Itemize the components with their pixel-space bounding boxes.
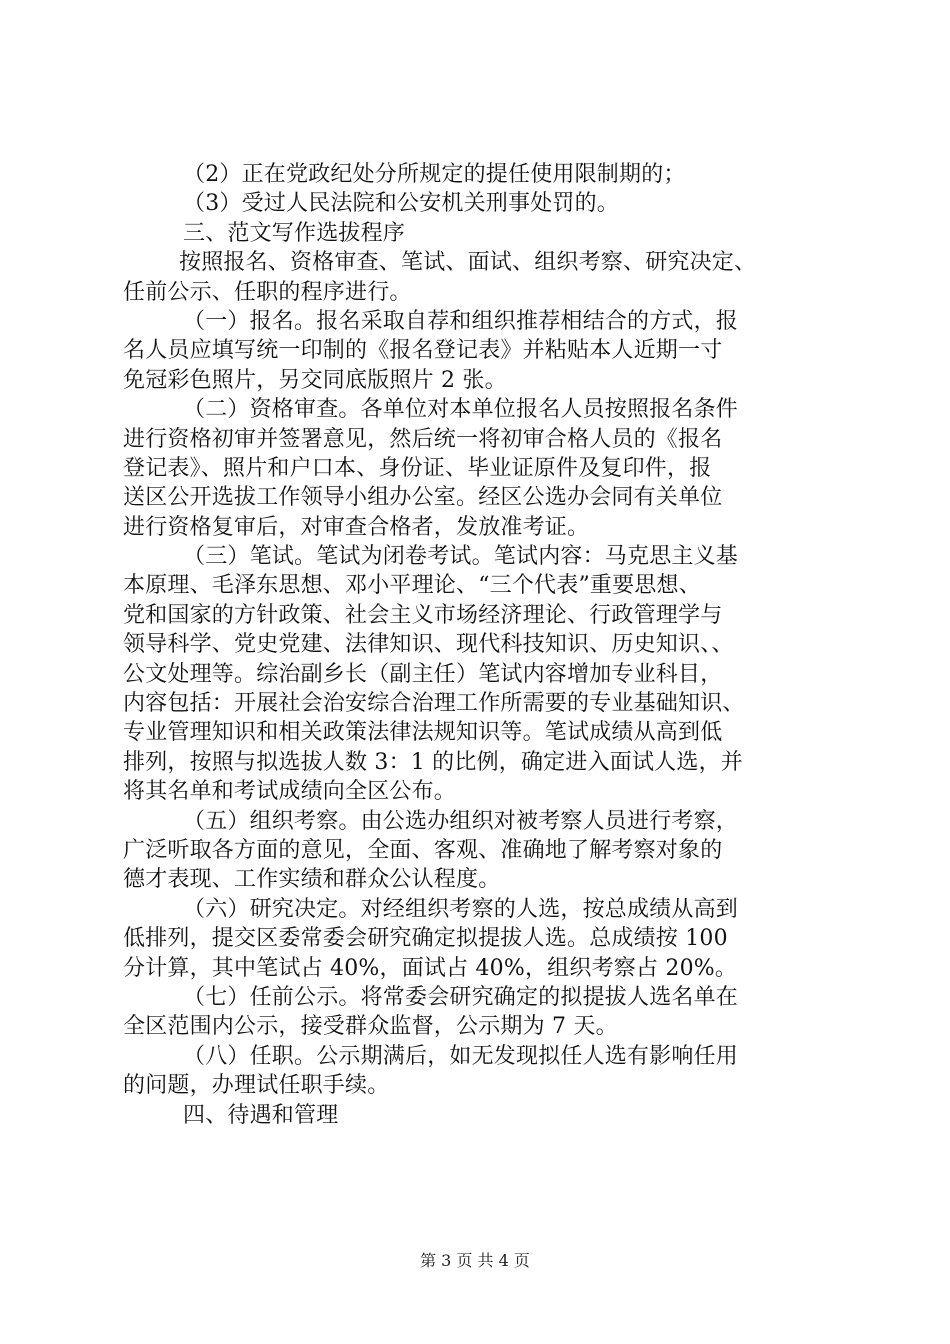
- text-line: 名人员应填写统一印制的《报名登记表》并粘贴本人近期一寸: [123, 338, 723, 364]
- text-line: （五）组织考察。由公选办组织对被考察人员进行考察，: [183, 808, 739, 834]
- text-line: 专业管理知识和相关政策法律法规知识等。笔试成绩从高到低: [123, 720, 723, 746]
- text-line: （一）报名。报名采取自荐和组织推荐相结合的方式，报: [183, 308, 739, 334]
- text-line: 四、待遇和管理: [183, 1102, 339, 1128]
- text-line: 德才表现、工作实绩和群众公认程度。: [123, 867, 501, 893]
- text-line: （六）研究决定。对经组织考察的人选，按总成绩从高到: [183, 896, 739, 922]
- text-line: 任前公示、任职的程序进行。: [123, 279, 412, 305]
- text-line: 党和国家的方针政策、社会主义市场经济理论、行政管理学与: [123, 602, 723, 628]
- document-body: [123, 160, 833, 1130]
- text-line: 低排列，提交区委常委会研究确定拟提拔人选。总成绩按 100: [123, 926, 728, 952]
- text-line: 内容包括：开展社会治安综合治理工作所需要的专业基础知识、: [123, 691, 745, 717]
- text-line: 三、范文写作选拔程序: [183, 220, 406, 246]
- text-line: 进行资格初审并签署意见，然后统一将初审合格人员的《报名: [123, 426, 723, 452]
- text-line: 进行资格复审后，对审查合格者，发放准考证。: [123, 514, 590, 540]
- text-line: 本原理、毛泽东思想、邓小平理论、“三个代表”重要思想、: [123, 573, 701, 599]
- text-line: （七）任前公示。将常委会研究确定的拟提拔人选名单在: [183, 984, 739, 1010]
- text-line: 将其名单和考试成绩向全区公布。: [123, 779, 457, 805]
- text-line: （二）资格审查。各单位对本单位报名人员按照报名条件: [183, 397, 739, 423]
- page-footer: 第 3 页 共 4 页: [420, 1251, 530, 1270]
- text-line: 领导科学、党史党建、法律知识、现代科技知识、历史知识、、: [123, 632, 734, 658]
- text-line: 免冠彩色照片，另交同底版照片 2 张。: [123, 367, 507, 393]
- text-line: 分计算，其中笔试占 40%，面试占 40%，组织考察占 20%。: [123, 955, 738, 981]
- text-line: （3）受过人民法院和公安机关刑事处罚的。: [183, 191, 619, 217]
- text-line: （八）任职。公示期满后，如无发现拟任人选有影响任用: [183, 1043, 739, 1069]
- text-line: （三）笔试。笔试为闭卷考试。笔试内容：马克思主义基: [183, 544, 739, 570]
- text-line: 全区范围内公示，接受群众监督，公示期为 7 天。: [123, 1014, 618, 1040]
- text-line: 按照报名、资格审查、笔试、面试、组织考察、研究决定、: [179, 250, 757, 276]
- text-line: 送区公开选拔工作领导小组办公室。经区公选办会同有关单位: [123, 485, 723, 511]
- text-line: 的问题，办理试任职手续。: [123, 1073, 390, 1099]
- text-line: 排列，按照与拟选拔人数 3：1 的比例，确定进入面试人选，并: [123, 749, 743, 775]
- text-line: 登记表》、照片和户口本、身份证、毕业证原件及复印件，报: [123, 455, 712, 481]
- text-line: 公文处理等。综治副乡长（副主任）笔试内容增加专业科目，: [123, 661, 723, 687]
- text-line: 广泛听取各方面的意见，全面、客观、准确地了解考察对象的: [123, 837, 723, 863]
- text-line: （2）正在党政纪处分所规定的提任使用限制期的；: [183, 162, 686, 187]
